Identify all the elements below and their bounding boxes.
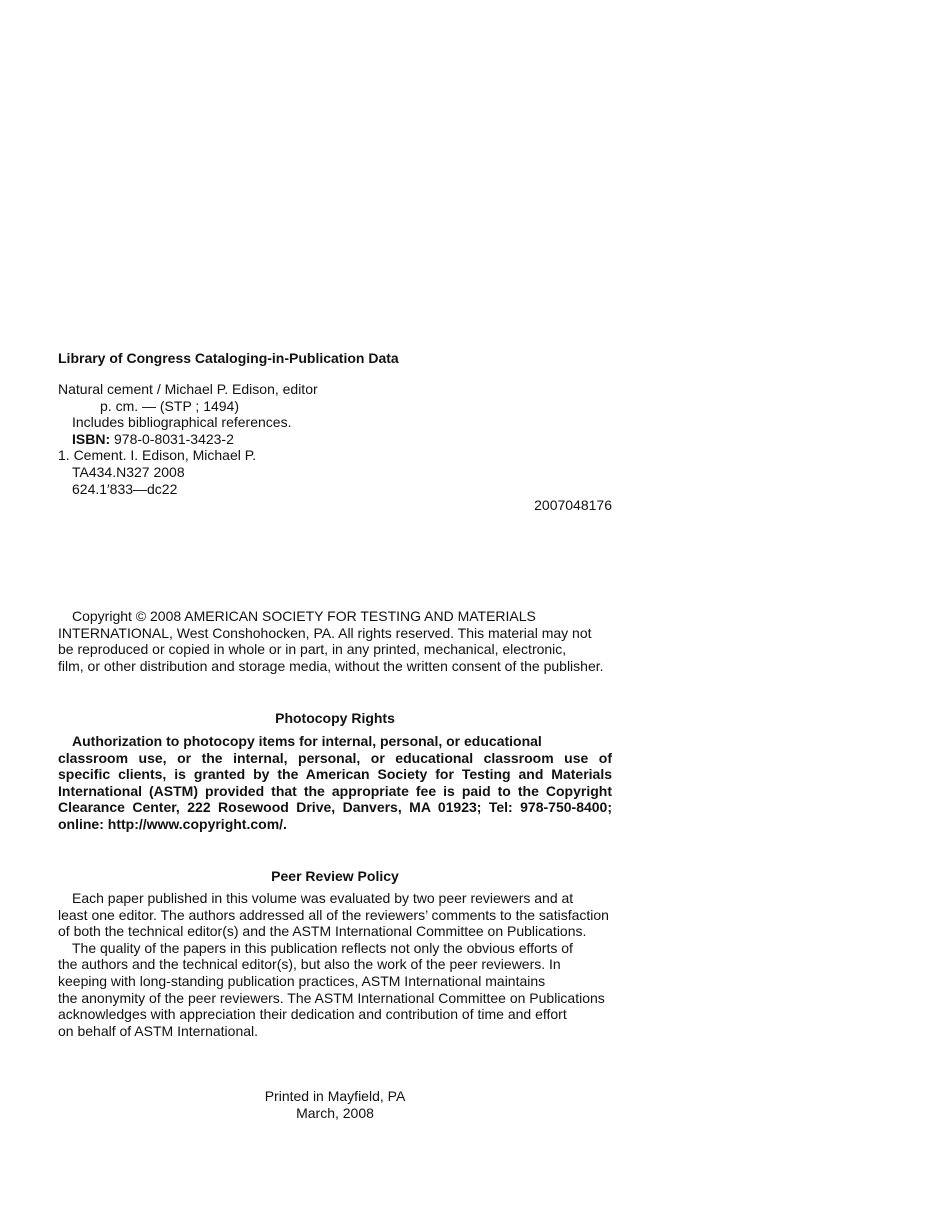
- copyright-line: Copyright © 2008 AMERICAN SOCIETY FOR TESTING AND MATERIALS: [72, 608, 536, 624]
- cip-series-line: p. cm. — (STP ; 1494): [100, 397, 240, 414]
- photocopy-heading: [58, 710, 612, 727]
- photocopy-heading-text: Photocopy Rights: [275, 710, 395, 726]
- copyright-line: film, or other distribution and storage media, without the written consent of the publisher.: [58, 657, 604, 674]
- printed-place: Printed in Mayfield, PA: [264, 1088, 406, 1104]
- photocopy-line: classroom use, or the internal, personal, or educational classroom use of: [58, 749, 612, 766]
- peer-review-line: acknowledges with appreciation their dedication and contribution of time and effort: [58, 1006, 567, 1023]
- peer-review-heading: [58, 868, 612, 885]
- photocopy-line: specific clients, is granted by the American Society for Testing and Materials: [58, 766, 612, 783]
- peer-review-line: keeping with long-standing publication practices, ASTM International maintains: [58, 972, 546, 989]
- photocopy-line: online: http://www.copyright.com/.: [58, 815, 287, 832]
- cip-biblio-line: Includes bibliographical references.: [72, 414, 292, 431]
- peer-review-line: least one editor. The authors addressed all of the reviewers’ comments to the satisfaction: [58, 906, 609, 923]
- printed-block: [58, 1088, 612, 1121]
- peer-review-line: The quality of the papers in this publication reflects not only the obvious efforts of: [72, 939, 573, 956]
- cip-dewey: 624.1′833—dc22: [72, 480, 178, 497]
- photocopy-text-block: [58, 733, 612, 833]
- photocopy-line: Authorization to photocopy items for internal, personal, or educational: [72, 733, 542, 749]
- isbn-value: 978-0-8031-3423-2: [114, 430, 234, 447]
- peer-review-text-block: [58, 890, 612, 1039]
- cip-isbn-line: [58, 431, 612, 448]
- peer-review-heading-text: Peer Review Policy: [271, 868, 399, 884]
- peer-review-line: of both the technical editor(s) and the ASTM International Committee on Publications.: [58, 923, 587, 940]
- photocopy-line: Clearance Center, 222 Rosewood Drive, Danvers, MA 01923; Tel: 978-750-8400;: [58, 799, 612, 816]
- photocopy-line: International (ASTM) provided that the appropriate fee is paid to the Copyright: [58, 782, 612, 799]
- cip-data-block: [58, 381, 612, 514]
- cip-title-line: Natural cement / Michael P. Edison, editor: [58, 381, 318, 397]
- cip-subject-line: 1. Cement. I. Edison, Michael P.: [58, 447, 257, 464]
- copyright-line: INTERNATIONAL, West Conshohocken, PA. All rights reserved. This material may not: [58, 624, 592, 641]
- peer-review-line: the authors and the technical editor(s), but also the work of the peer reviewers. In: [58, 956, 561, 973]
- cip-heading: [58, 350, 612, 367]
- cip-lc-class: TA434.N327 2008: [72, 463, 185, 480]
- cip-heading-text: Library of Congress Cataloging-in-Publication Data: [58, 350, 399, 366]
- peer-review-line: on behalf of ASTM International.: [58, 1022, 259, 1039]
- peer-review-line: Each paper published in this volume was evaluated by two peer reviewers and at: [72, 890, 574, 906]
- cip-control-number: 2007048176: [534, 497, 612, 514]
- printed-date: March, 2008: [296, 1104, 374, 1121]
- peer-review-line: the anonymity of the peer reviewers. The ASTM International Committee on Publications: [58, 989, 605, 1006]
- copyright-line: be reproduced or copied in whole or in part, in any printed, mechanical, electronic,: [58, 641, 567, 658]
- copyright-block: [58, 608, 612, 674]
- isbn-label: ISBN:: [72, 430, 111, 447]
